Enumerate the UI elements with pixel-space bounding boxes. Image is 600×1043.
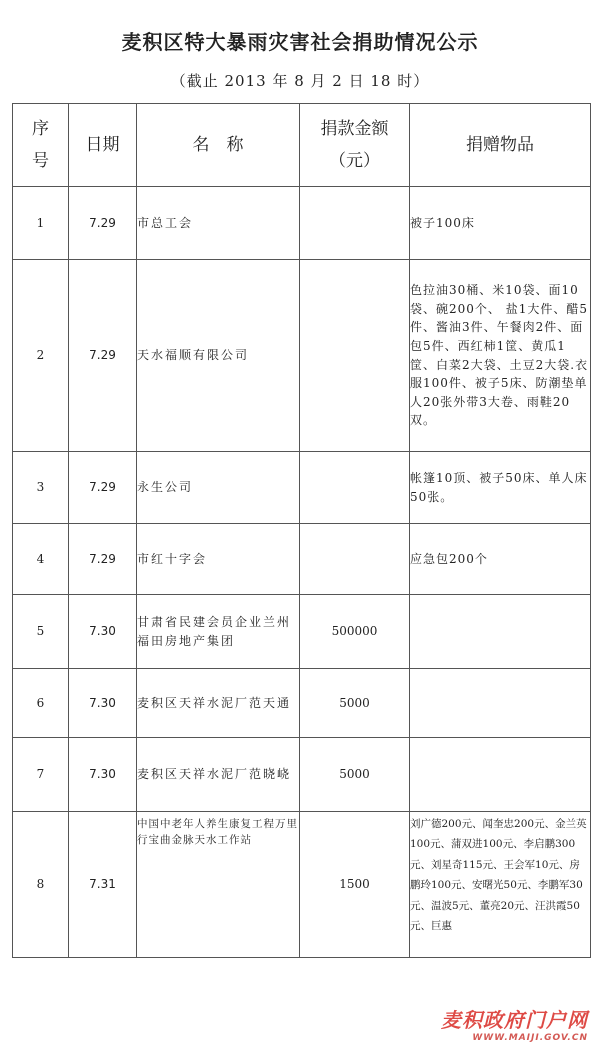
row-date: 7.30 [69,669,137,738]
row-date: 7.29 [69,187,137,260]
table-row [13,812,591,958]
row-date: 7.29 [69,452,137,524]
row-amount [300,187,410,260]
page-title: 麦积区特大暴雨灾害社会捐助情况公示 [121,30,479,54]
row-seq: 4 [13,524,69,595]
row-name: 市红十字会 [137,524,300,595]
row-name: 中国中老年人养生康复工程万里行宝曲金脉天水工作站 [137,812,300,958]
watermark-url: WWW.MAIJI.GOV.CN [472,1033,588,1043]
row-seq: 2 [13,260,69,452]
row-amount [300,260,410,452]
header-items: 捐赠物品 [410,104,591,187]
row-seq: 1 [13,187,69,260]
row-items: 色拉油30桶、米10袋、面10袋、碗200个、 盐1大件、醋5件、酱油3件、午餐肉2件、面包5件、西红柿1筐、黄瓜1筐、白菜2大袋、土豆2大袋.衣服100件、被子5床、防潮垫单人20张外带3大卷、雨鞋20双。 [410,260,591,452]
table-row [13,524,591,595]
header-date: 日期 [69,104,137,187]
row-seq: 8 [13,812,69,958]
row-name: 麦积区天祥水泥厂范天通 [137,669,300,738]
table-row [13,595,591,669]
row-name: 永生公司 [137,452,300,524]
row-name: 市总工会 [137,187,300,260]
watermark-logo: 麦积政府门户网 [441,1008,588,1032]
row-amount: 5000 [300,738,410,812]
row-seq: 6 [13,669,69,738]
row-amount: 500000 [300,595,410,669]
table-header-row [13,104,591,187]
page-subtitle: （截止 2013 年 8 月 2 日 18 时） [170,72,430,90]
row-items: 帐篷10顶、被子50床、单人床50张。 [410,452,591,524]
table-row [13,669,591,738]
table-row [13,260,591,452]
row-items [410,738,591,812]
header-name: 名 称 [137,104,300,187]
row-date: 7.30 [69,738,137,812]
row-amount: 1500 [300,812,410,958]
row-seq: 7 [13,738,69,812]
table-row [13,738,591,812]
row-items: 刘广德200元、闻奎忠200元、金兰英100元、蒲双进100元、李启鹏300元、刘星奇115元、王会军10元、房鹏玲100元、安曙光50元、李鹏军30元、温波5元、董亮20元、汪洪霞50元、巨惠 [410,812,591,958]
row-date: 7.31 [69,812,137,958]
table-row [13,187,591,260]
row-date: 7.29 [69,524,137,595]
header-amount: 捐款金额（元） [300,104,410,187]
row-items [410,595,591,669]
row-amount [300,524,410,595]
row-date: 7.30 [69,595,137,669]
site-watermark [441,1004,588,1043]
row-name: 甘肃省民建会员企业兰州福田房地产集团 [137,595,300,669]
row-items: 被子100床 [410,187,591,260]
row-name: 麦积区天祥水泥厂范晓峣 [137,738,300,812]
row-items: 应急包200个 [410,524,591,595]
donation-table [12,103,591,958]
row-date: 7.29 [69,260,137,452]
table-row [13,452,591,524]
row-seq: 3 [13,452,69,524]
header-seq: 序号 [13,104,69,187]
row-seq: 5 [13,595,69,669]
row-name: 天水福顺有限公司 [137,260,300,452]
row-items [410,669,591,738]
row-amount: 5000 [300,669,410,738]
row-amount [300,452,410,524]
